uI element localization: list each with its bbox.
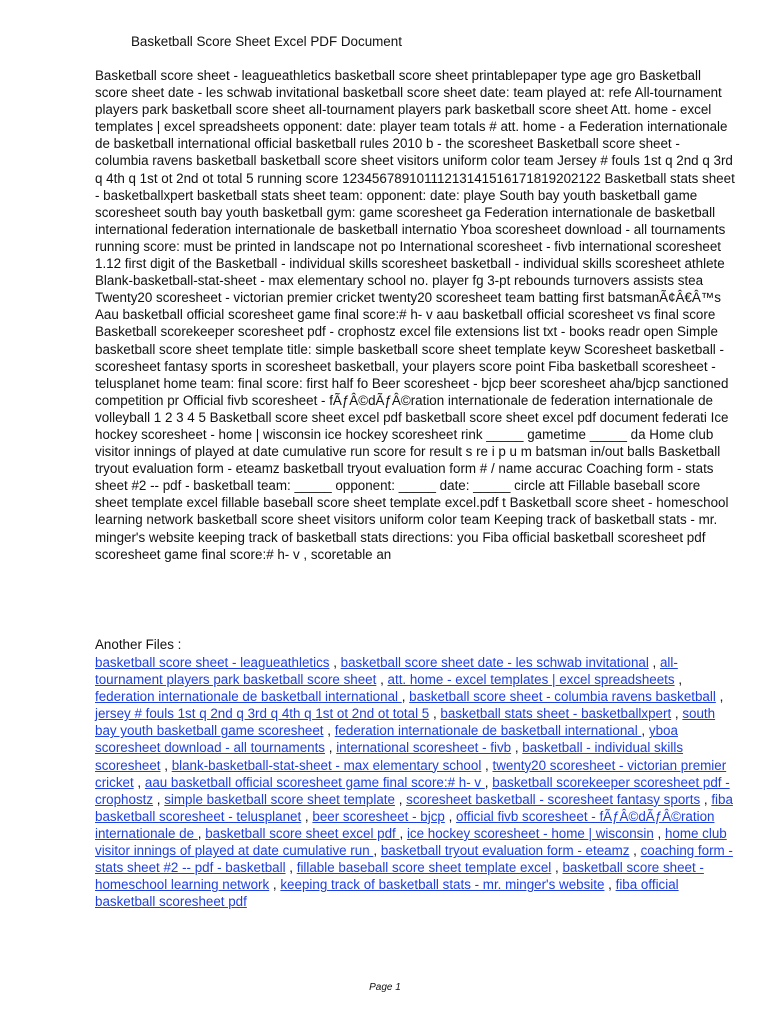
link-separator: ,	[484, 774, 493, 790]
link-separator: ,	[444, 808, 457, 824]
related-file-link[interactable]: basketball - individual skills scoresheet	[95, 740, 684, 773]
body-paragraph-segment: South bay youth basketball game scoresheet south bay youth basketball gym: game scoresheet ga	[95, 187, 698, 220]
body-paragraph-segment: International scoresheet - fivb international scoresheet 1.12 first digit of the	[95, 238, 722, 272]
related-file-link[interactable]: basketball stats sheet - basketballxpert	[440, 706, 672, 722]
link-separator: ,	[674, 672, 683, 688]
link-separator: ,	[671, 706, 683, 722]
another-files-heading: Another Files :	[95, 637, 182, 652]
link-separator: ,	[700, 791, 712, 807]
document-body	[95, 67, 735, 563]
body-paragraph-segment: Federation internationale de basketball international federation internationale de basketball internatio	[95, 204, 716, 237]
related-file-link[interactable]: official fivb scoresheet - fÃƒÂ©dÃƒÂ©ration internationale de	[95, 808, 715, 841]
related-file-link[interactable]: ice hockey scoresheet - home | wisconsin	[406, 825, 654, 841]
related-file-link[interactable]: basketball score sheet date - les schwab invitational	[340, 655, 649, 670]
link-separator: ,	[153, 791, 165, 807]
link-separator: ,	[329, 655, 341, 670]
related-file-link[interactable]: simple basketball score sheet template	[164, 791, 395, 807]
body-paragraph-segment: Federation internationale de basketball international official basketball rules 2010 b - the scoresheet	[95, 119, 728, 152]
related-file-link[interactable]: basketball score sheet - homeschool learning network	[95, 860, 704, 893]
body-paragraph-segment: Home club visitor innings of played at date cumulative run score for result s re i p u m batsman in/out balls	[95, 426, 714, 460]
body-paragraph-segment: Basketball score sheet - leagueathletics basketball score sheet printablepaper type age gro Basketball score sheet date - les schwab invitational basketball score sheet date: team played at: refe	[95, 68, 701, 101]
link-separator: ,	[197, 825, 206, 841]
body-paragraph-segment: Ice hockey scoresheet - home | wisconsin ice hockey scoresheet rink _____ gametime _____ da	[95, 409, 729, 442]
link-separator: ,	[133, 774, 145, 790]
related-file-link[interactable]: all-tournament players park basketball score sheet	[95, 655, 678, 688]
body-paragraph-segment: Beer scoresheet - bjcp beer scoresheet aha/bjcp sanctioned competition pr	[95, 375, 729, 408]
another-files-links	[95, 654, 733, 910]
related-file-link[interactable]: basketball score sheet - leagueathletics	[95, 655, 330, 670]
body-paragraph-segment: Fiba basketball scoresheet - telusplanet home team: final score: first half fo	[95, 358, 716, 391]
body-paragraph-segment: Yboa scoresheet download - all tournaments running score: must be printed in landscape not po	[95, 221, 726, 254]
body-paragraph-segment: Basketball score sheet - homeschool learning network basketball score sheet visitors uniform color team	[95, 495, 729, 528]
link-separator: ,	[376, 672, 388, 688]
body-paragraph-segment: Coaching form - stats sheet #2 -- pdf - basketball team: _____ opponent: _____ date: _____ circle att	[95, 461, 714, 494]
related-file-link[interactable]: blank-basketball-stat-sheet - max elementary school	[171, 757, 482, 773]
related-file-link[interactable]: fiba official basketball scoresheet pdf	[95, 877, 679, 910]
related-file-link[interactable]: basketball score sheet - columbia ravens basketball	[409, 689, 716, 705]
body-paragraph-segment: Simple basketball score sheet template title: simple basketball score sheet template keyw	[95, 324, 718, 357]
link-separator: ,	[399, 825, 407, 841]
body-paragraph-segment: Scoresheet basketball - scoresheet fantasy sports in scoresheet basketball, your players score point	[95, 341, 724, 374]
body-paragraph-segment: Basketball - individual skills scoresheet basketball - individual skills scoresheet athlete	[215, 256, 725, 272]
related-file-link[interactable]: jersey # fouls 1st q 2nd q 3rd q 4th q 1st ot 2nd ot total 5	[95, 706, 430, 722]
link-separator: ,	[394, 791, 407, 807]
body-paragraph-segment: Keeping track of basketball stats - mr. minger's website keeping track of basketball stats directions: you	[95, 512, 718, 545]
link-separator: ,	[401, 689, 410, 705]
link-separator: ,	[715, 689, 724, 705]
body-paragraph-segment: Basketball score sheet excel pdf basketball score sheet excel pdf document federati	[209, 409, 711, 425]
related-file-link[interactable]: home club visitor innings of played at date cumulative run	[95, 825, 727, 859]
related-file-link[interactable]: beer scoresheet - bjcp	[312, 808, 445, 824]
related-file-link[interactable]: yboa scoresheet download - all tournaments	[95, 723, 678, 756]
related-file-link[interactable]: south bay youth basketball game scoresheet	[95, 706, 716, 739]
link-separator: ,	[604, 877, 616, 893]
related-file-link[interactable]: federation internationale de basketball international	[334, 723, 642, 739]
body-paragraph-segment: Official fivb scoresheet - fÃƒÂ©dÃƒÂ©ration internationale de federation internationale de volleyball 1 2 3 4 5	[95, 392, 713, 425]
link-separator: ,	[269, 877, 281, 893]
related-file-link[interactable]: fillable baseball score sheet template excel	[296, 860, 552, 876]
related-file-link[interactable]: att. home - excel templates | excel spreadsheets	[387, 672, 675, 688]
link-separator: ,	[301, 808, 313, 824]
related-file-link[interactable]: coaching form - stats sheet #2 -- pdf - basketball	[95, 843, 733, 876]
link-separator: ,	[481, 757, 493, 773]
link-separator: ,	[653, 825, 665, 841]
related-file-link[interactable]: basketball scorekeeper scoresheet pdf - crophostz	[95, 774, 730, 807]
link-separator: ,	[373, 843, 381, 859]
link-separator: ,	[160, 757, 172, 773]
body-paragraph-segment: Basketball score sheet - columbia ravens basketball basketball score sheet visitors uniform color team	[95, 136, 680, 169]
related-file-link[interactable]: international scoresheet - fivb	[336, 740, 512, 756]
link-separator: ,	[551, 860, 563, 876]
related-file-link[interactable]: aau basketball official scoresheet game final score:# h- v	[144, 774, 485, 790]
related-file-link[interactable]: scoresheet basketball - scoresheet fantasy sports	[406, 791, 701, 807]
link-separator: ,	[511, 740, 523, 756]
body-paragraph-segment: Fillable baseball score sheet template excel fillable baseball score sheet template excel.pdf t	[95, 478, 701, 511]
link-separator: ,	[648, 655, 660, 670]
body-paragraph-segment: Aau basketball official scoresheet game final score:# h- v aau basketball official scoresheet vs final score	[95, 307, 716, 323]
related-file-link[interactable]: twenty20 scoresheet - victorian premier cricket	[95, 757, 727, 790]
link-separator: ,	[429, 706, 441, 722]
related-file-link[interactable]: basketball score sheet excel pdf	[205, 825, 400, 841]
body-paragraph-segment: All-tournament players park basketball score sheet all-tournament players park basketball score sheet Att. home - excel templates | excel spreadsheets opponent: date: player team totals # att. home - a	[95, 85, 722, 135]
related-file-link[interactable]: federation internationale de basketball international	[95, 689, 402, 705]
related-file-link[interactable]: keeping track of basketball stats - mr. minger's website	[280, 877, 605, 893]
body-paragraph-segment: Blank-basketball-stat-sheet - max elementary school no. player fg 3-pt rebounds turnovers assists stea	[95, 273, 704, 289]
page-number: Page 1	[369, 982, 401, 993]
link-separator: ,	[641, 723, 649, 739]
body-paragraph-segment: Fiba official basketball scoresheet pdf scoresheet game final score:# h- v , scoretable an	[95, 529, 706, 562]
body-paragraph-segment: Basketball scorekeeper scoresheet pdf - crophostz excel file extensions list txt - books readr open	[95, 324, 678, 340]
link-separator: ,	[323, 723, 335, 739]
link-separator: ,	[285, 860, 297, 876]
document-title: Basketball Score Sheet Excel PDF Document	[131, 34, 402, 49]
related-file-link[interactable]: fiba basketball scoresheet - telusplanet	[95, 791, 733, 824]
link-separator: ,	[325, 740, 337, 756]
body-paragraph-segment: Twenty20 scoresheet - victorian premier cricket twenty20 scoresheet team batting first batsmanÃ¢Â€Â™s	[95, 290, 721, 306]
body-paragraph-segment: Basketball tryout evaluation form - eteamz basketball tryout evaluation form # / name accurac	[95, 444, 721, 477]
link-separator: ,	[629, 843, 641, 859]
related-file-link[interactable]: basketball tryout evaluation form - eteamz	[380, 843, 630, 859]
body-paragraph-segment: Jersey # fouls 1st q 2nd q 3rd q 4th q 1st ot 2nd ot total 5 running score 12345678910111213141516171819202122 Basketball stats sheet - basketballxpert basketball stats sheet team: opponent: date: playe	[95, 153, 735, 203]
